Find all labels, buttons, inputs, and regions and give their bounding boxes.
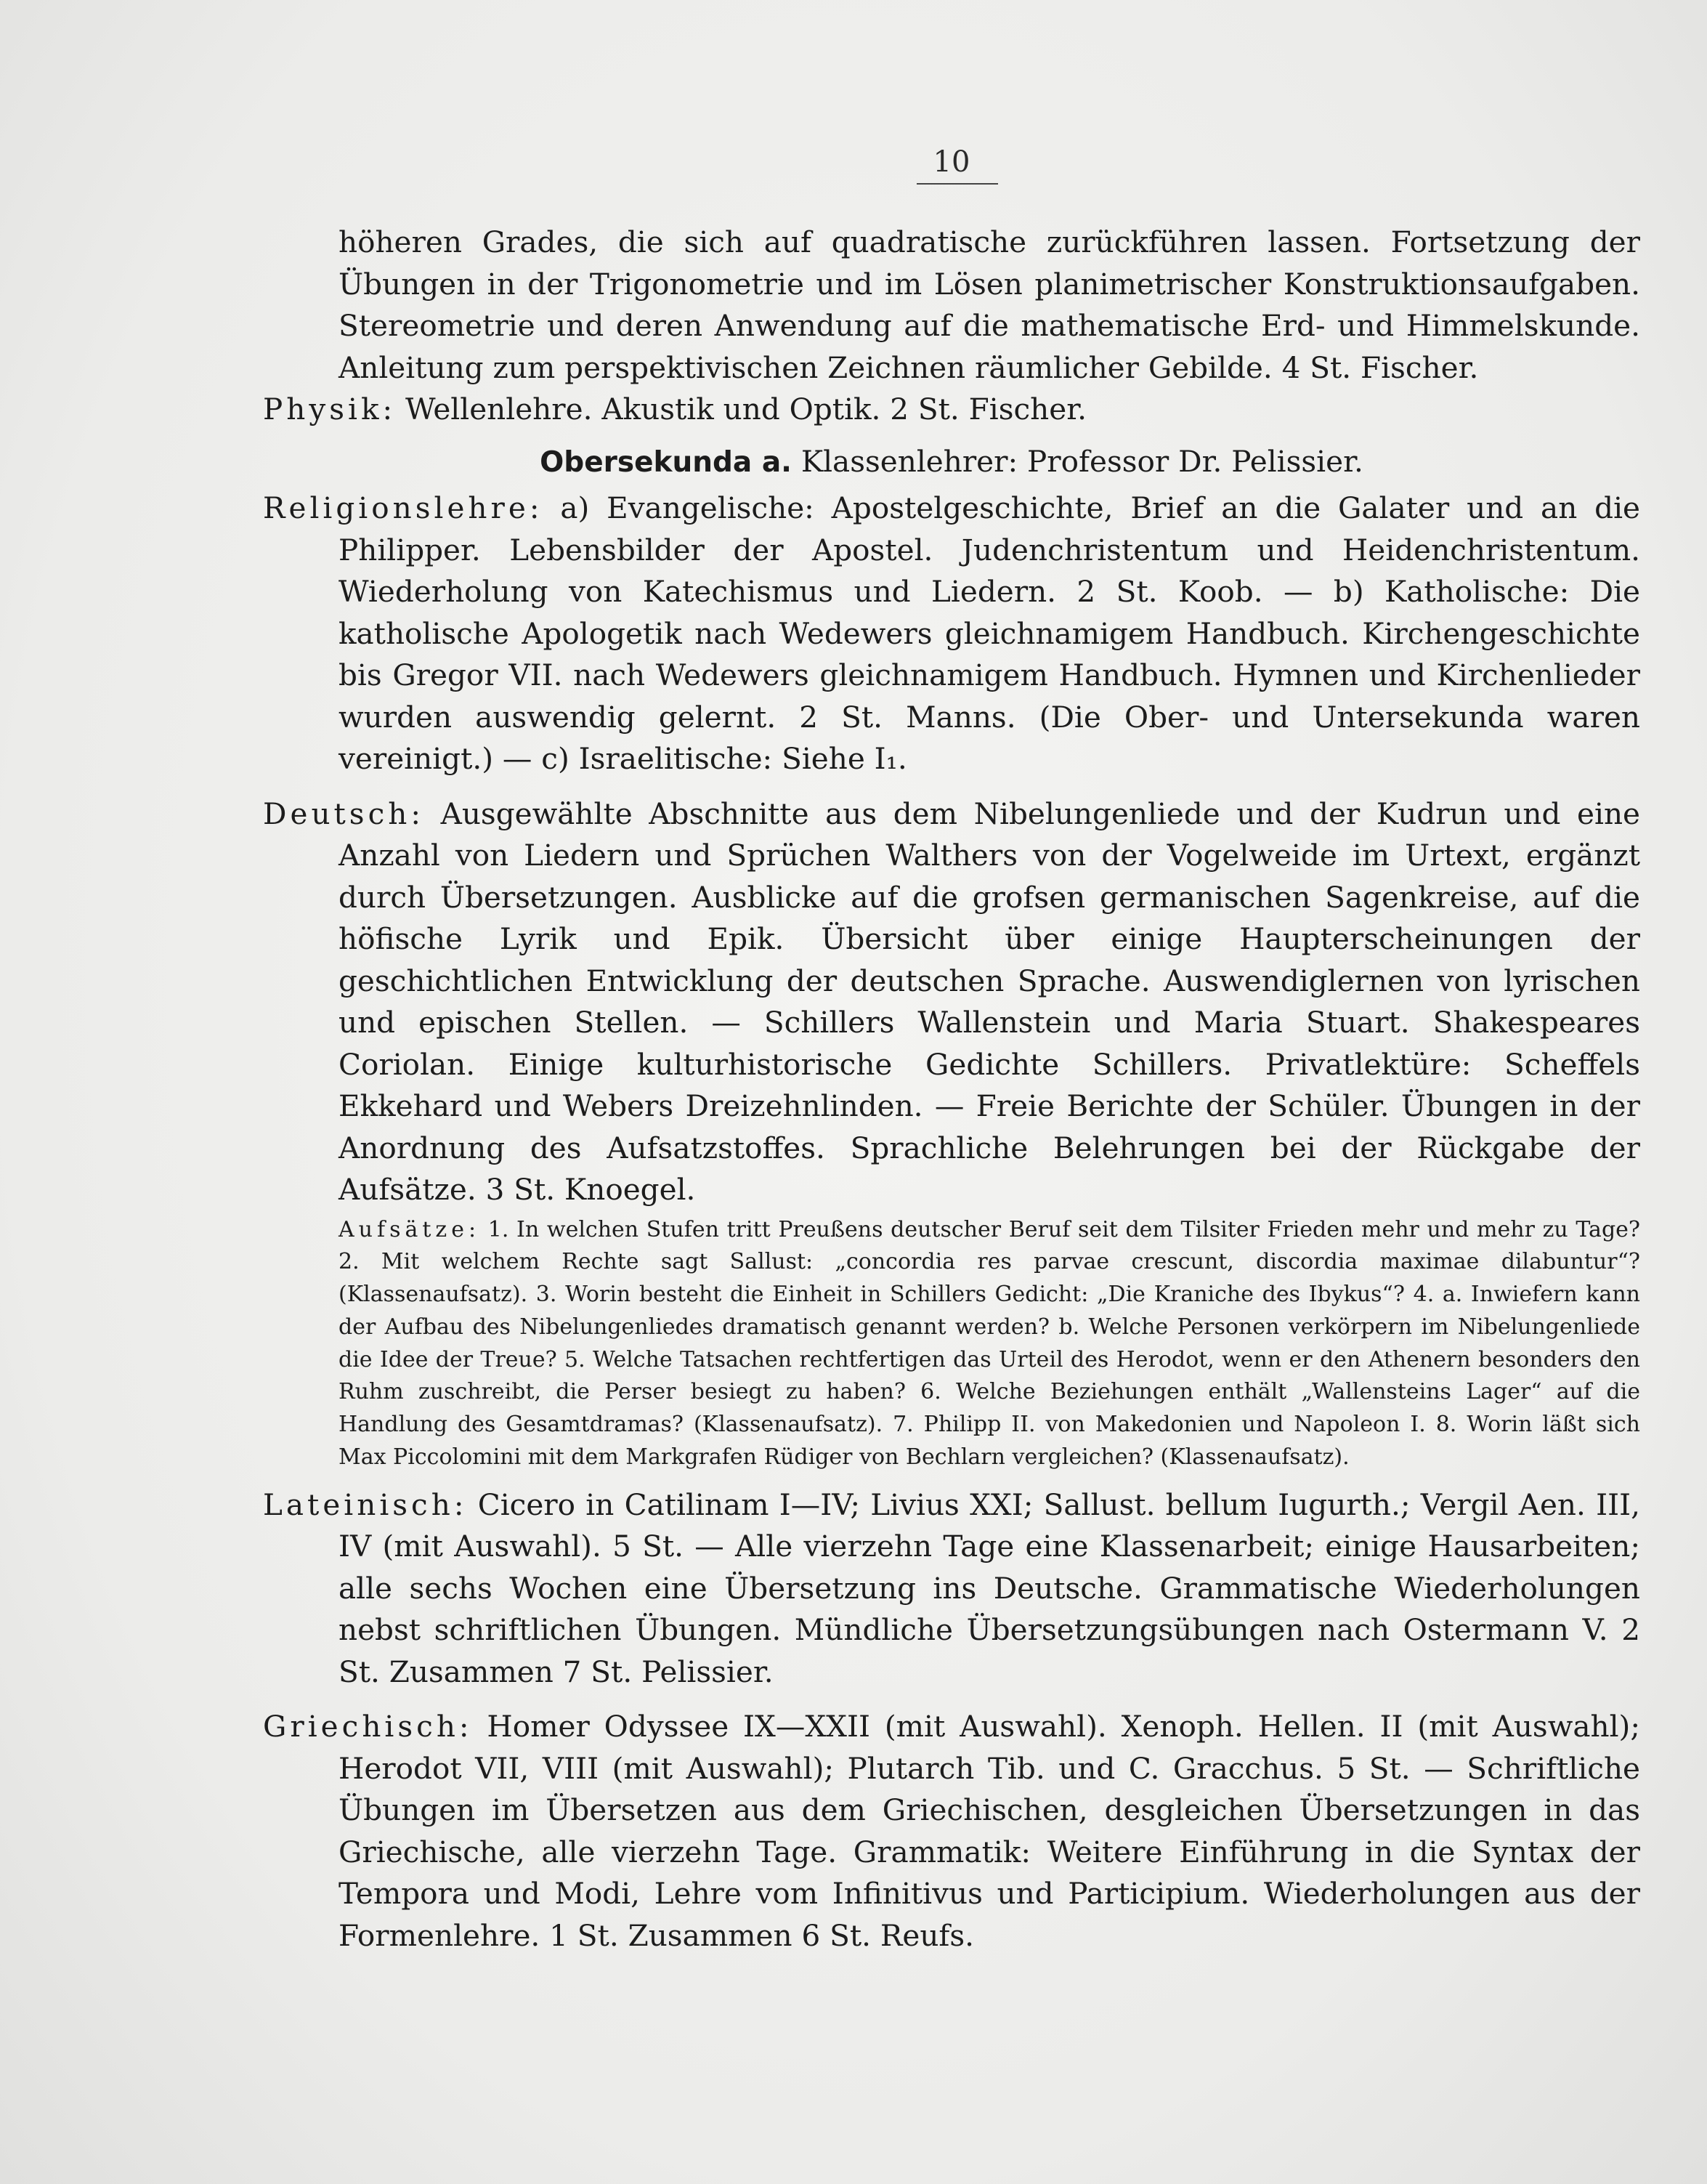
essays-label: Aufsätze: bbox=[338, 1216, 481, 1242]
text-physik: Wellenlehre. Akustik und Optik. 2 St. Fischer. bbox=[405, 392, 1087, 426]
label-deutsch: Deutsch: bbox=[263, 796, 424, 831]
page-number-rule bbox=[917, 183, 998, 185]
essays-text: 1. In welchen Stufen tritt Preußens deutscher Beruf seit dem Tilsiter Frieden mehr und mehr zu Tage? 2. Mit welchem Rechte sagt Sallust: „concordia res parvae crescunt, discordia maximae dilabuntur“? (Klassenaufsatz). 3. Worin besteht die Einheit in Schillers Gedicht: „Die Kraniche des Ibykus“? 4. a. Inwiefern kann der Aufbau des Nibelungenliedes dramatisch genannt werden? b. Welche Personen verkörpern im Nibelungenliede die Idee der Treue? 5. Welche Tatsachen rechtfertigen das Urteil des Herodot, wenn er den Athenern besonders den Ruhm zuschreibt, die Perser besiegt zu haben? 6. Welche Beziehungen enthält „Wallensteins Lager“ auf die Handlung des Gesamtdramas? (Klassenaufsatz). 7. Philipp II. von Makedonien und Napoleon I. 8. Worin läßt sich Max Piccolomini mit dem Markgrafen Rüdiger von Bechlarn vergleichen? (Klassenaufsatz). bbox=[338, 1216, 1640, 1471]
label-griechisch: Griechisch: bbox=[263, 1709, 473, 1744]
section-griechisch bbox=[263, 1706, 1640, 1957]
text-griechisch: Homer Odyssee IX—XXII (mit Auswahl). Xenoph. Hellen. II (mit Auswahl); Herodot VII, VIII (mit Auswahl); Plutarch Tib. und C. Gracchus. 5 St. — Schriftliche Übungen im Übersetzen aus dem Griechischen, desgleichen Übersetzungen in das Griechische, alle vierzehn Tage. Grammatik: Weitere Einführung in die Syntax der Tempora und Modi, Lehre vom Infinitivus und Participium. Wiederholungen aus der Formenlehre. 1 St. Zusammen 6 St. Reufs. bbox=[338, 1709, 1641, 1953]
class-teacher: Klassenlehrer: Professor Dr. Pelissier. bbox=[800, 443, 1363, 479]
section-deutsch bbox=[263, 793, 1640, 1211]
text-latein: Cicero in Catilinam I—IV; Livius XXI; Sallust. bellum Iugurth.; Vergil Aen. III, IV (mit Auswahl). 5 St. — Alle vierzehn Tage eine Klassenarbeit; einige Hausarbeiten; alle sechs Wochen eine Übersetzung ins Deutsche. Grammatische Wiederholungen nebst schriftlichen Übungen. Mündliche Übersetzungsübungen nach Ostermann V. 2 St. Zusammen 7 St. Pelissier. bbox=[338, 1487, 1641, 1689]
text-religion: a) Evangelische: Apostelgeschichte, Brief an die Galater und an die Philipper. Lebensbilder der Apostel. Judenchristentum und Heidenchristentum. Wiederholung von Katechismus und Liedern. 2 St. Koob. — b) Katholische: Die katholische Apologetik nach Wedewers gleichnamigem Handbuch. Kirchengeschichte bis Gregor VII. nach Wedewers gleichnamigem Handbuch. Hymnen und Kirchenlieder wurden auswendig gelernt. 2 St. Manns. (Die Ober- und Untersekunda waren vereinigt.) — c) Israelitische: Siehe I₁. bbox=[338, 490, 1640, 776]
section-physik bbox=[263, 389, 1640, 431]
label-physik: Physik: bbox=[263, 392, 397, 426]
body-text bbox=[263, 222, 1640, 1957]
class-name: Obersekunda a. bbox=[540, 445, 792, 479]
section-religion bbox=[263, 488, 1640, 780]
class-heading bbox=[263, 441, 1640, 484]
label-latein: Lateinisch: bbox=[263, 1487, 468, 1522]
essay-topics bbox=[263, 1214, 1640, 1474]
text-deutsch: Ausgewählte Abschnitte aus dem Nibelungenliede und der Kudrun und eine Anzahl von Liedern und Sprüchen Walthers von der Vogelweide im Urtext, ergänzt durch Übersetzungen. Ausblicke auf die grofsen germanischen Sagenkreise, auf die höfische Lyrik und Epik. Übersicht über einige Haupterscheinungen der geschichtlichen Entwicklung der deutschen Sprache. Auswendiglernen von lyrischen und epischen Stellen. — Schillers Wallenstein und Maria Stuart. Shakespeares Coriolan. Einige kulturhistorische Gedichte Schillers. Privatlektüre: Scheffels Ekkehard und Webers Dreizehnlinden. — Freie Berichte der Schüler. Übungen in der Anordnung des Aufsatzstoffes. Sprachliche Belehrungen bei der Rückgabe der Aufsätze. 3 St. Knoegel. bbox=[338, 796, 1640, 1207]
intro-fragment: höheren Grades, die sich auf quadratische zurückführen lassen. Fortsetzung der Übungen in der Trigonometrie und im Lösen planimetrischer Konstruktionsaufgaben. Stereometrie und deren Anwendung auf die mathematische Erd- und Himmelskunde. Anleitung zum perspektivischen Zeichnen räumlicher Gebilde. 4 St. Fischer. bbox=[338, 225, 1640, 385]
label-religion: Religionslehre: bbox=[263, 490, 543, 525]
page-number: 10 bbox=[933, 145, 970, 179]
section-latein bbox=[263, 1484, 1640, 1694]
